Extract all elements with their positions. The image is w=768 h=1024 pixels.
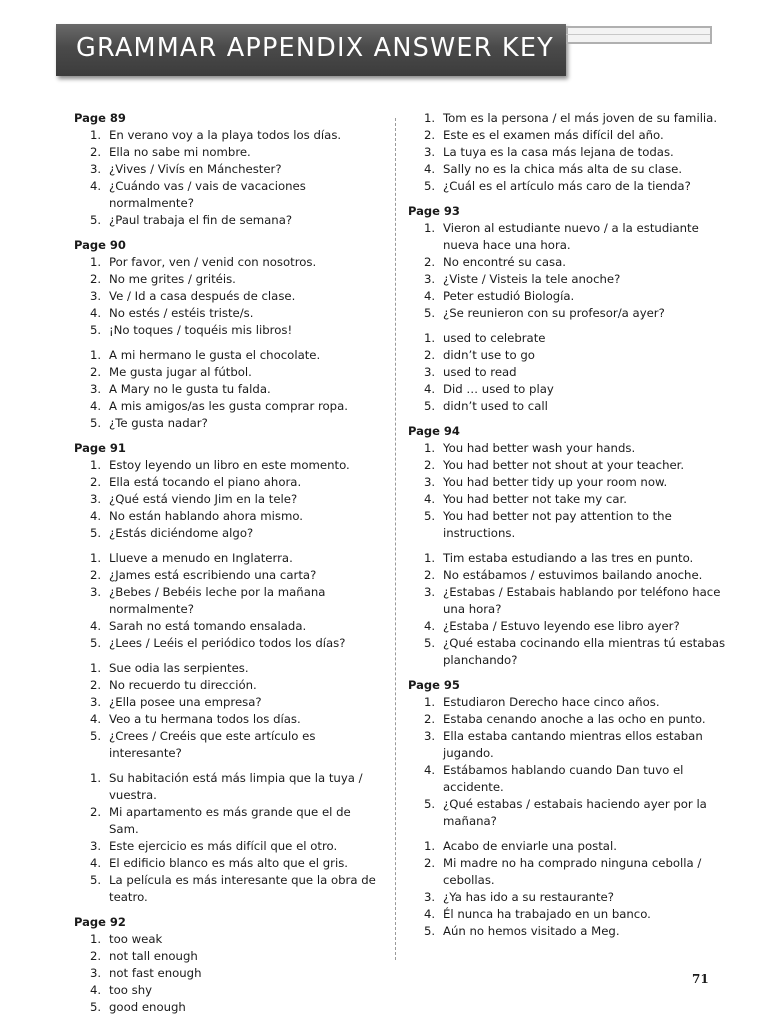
answer-item	[408, 635, 728, 669]
item-number: 5.	[90, 323, 102, 337]
answer-item	[408, 381, 728, 398]
answer-list	[408, 330, 728, 415]
item-number: 1.	[424, 695, 436, 709]
item-text: ¿Ella posee una empresa?	[109, 695, 262, 709]
answer-item	[74, 254, 384, 271]
answer-item	[74, 660, 384, 677]
answer-item	[74, 770, 384, 804]
answer-item	[74, 804, 384, 838]
answer-item	[408, 144, 728, 161]
answer-list	[74, 127, 384, 229]
item-text: Peter estudió Biología.	[443, 289, 575, 303]
item-number: 5.	[90, 213, 102, 227]
item-text: ¿Qué estabas / estabais haciendo ayer por la mañana?	[443, 797, 707, 828]
item-text: Mi madre no ha comprado ninguna cebolla / cebollas.	[443, 856, 702, 887]
item-number: 5.	[424, 797, 436, 811]
item-number: 1.	[424, 441, 436, 455]
item-number: 3.	[424, 272, 436, 286]
answer-item	[408, 110, 728, 127]
item-number: 4.	[90, 712, 102, 726]
item-text: ¿Estaba / Estuvo leyendo ese libro ayer?	[443, 619, 680, 633]
item-number: 2.	[424, 458, 436, 472]
item-number: 5.	[90, 1000, 102, 1014]
item-text: Ella está tocando el piano ahora.	[109, 475, 302, 489]
item-number: 5.	[90, 873, 102, 887]
answer-item	[74, 677, 384, 694]
item-text: You had better tidy up your room now.	[443, 475, 668, 489]
item-text: En verano voy a la playa todos los días.	[109, 128, 342, 142]
item-number: 4.	[90, 619, 102, 633]
page-heading: Page 94	[408, 424, 460, 438]
item-text: Me gusta jugar al fútbol.	[109, 365, 252, 379]
page-heading: Page 92	[74, 915, 126, 929]
item-number: 1.	[90, 771, 102, 785]
item-number: 5.	[424, 179, 436, 193]
page-heading: Page 91	[74, 441, 126, 455]
item-text: Estaba cenando anoche a las ocho en punto.	[443, 712, 706, 726]
answer-item	[408, 550, 728, 567]
answer-item	[408, 796, 728, 830]
item-text: ¿Crees / Creéis que este artículo es interesante?	[109, 729, 316, 760]
item-number: 3.	[424, 475, 436, 489]
answer-item	[74, 288, 384, 305]
item-number: 2.	[90, 475, 102, 489]
item-number: 1.	[424, 111, 436, 125]
item-text: You had better wash your hands.	[443, 441, 636, 455]
item-number: 1.	[90, 932, 102, 946]
item-text: ¿Se reunieron con su profesor/a ayer?	[443, 306, 665, 320]
answer-item	[408, 220, 728, 254]
item-number: 2.	[424, 255, 436, 269]
answer-item	[74, 322, 384, 339]
item-number: 2.	[90, 145, 102, 159]
item-number: 4.	[424, 763, 436, 777]
answer-list	[74, 550, 384, 652]
item-number: 1.	[90, 348, 102, 362]
answer-item	[408, 161, 728, 178]
answer-item	[74, 347, 384, 364]
answer-item	[74, 144, 384, 161]
item-text: Sally no es la chica más alta de su clase.	[443, 162, 683, 176]
item-text: No me grites / gritéis.	[109, 272, 236, 286]
answer-item	[408, 254, 728, 271]
answer-item	[408, 288, 728, 305]
item-text: didn’t use to go	[443, 348, 535, 362]
item-text: El edificio blanco es más alto que el gris.	[109, 856, 348, 870]
item-number: 4.	[424, 492, 436, 506]
page-heading: Page 93	[408, 204, 460, 218]
right-column	[408, 110, 728, 948]
item-number: 5.	[90, 729, 102, 743]
item-number: 2.	[90, 365, 102, 379]
item-number: 4.	[90, 983, 102, 997]
item-text: Por favor, ven / venid con nosotros.	[109, 255, 317, 269]
answer-item	[408, 508, 728, 542]
item-text: ¿Te gusta nadar?	[109, 416, 208, 430]
answer-item	[74, 271, 384, 288]
item-text: Estoy leyendo un libro en este momento.	[109, 458, 350, 472]
item-text: ¿Lees / Leéis el periódico todos los días?	[109, 636, 346, 650]
page-number: 71	[692, 972, 709, 986]
item-number: 3.	[90, 839, 102, 853]
item-text: ¿Paul trabaja el fin de semana?	[109, 213, 293, 227]
item-number: 5.	[424, 399, 436, 413]
answer-item	[408, 474, 728, 491]
answer-list	[408, 220, 728, 322]
item-number: 4.	[90, 509, 102, 523]
answer-item	[74, 999, 384, 1016]
item-text: ¿Estás diciéndome algo?	[109, 526, 254, 540]
item-text: No están hablando ahora mismo.	[109, 509, 304, 523]
item-text: too weak	[109, 932, 163, 946]
item-text: No estés / estéis triste/s.	[109, 306, 254, 320]
item-number: 3.	[90, 585, 102, 599]
header-rule-line	[566, 34, 710, 35]
item-number: 4.	[90, 856, 102, 870]
answer-list	[408, 440, 728, 542]
answer-item	[74, 161, 384, 178]
item-text: Veo a tu hermana todos los días.	[109, 712, 301, 726]
answer-item	[74, 364, 384, 381]
answer-item	[408, 906, 728, 923]
item-number: 2.	[424, 856, 436, 870]
item-text: A Mary no le gusta tu falda.	[109, 382, 271, 396]
answer-list	[74, 254, 384, 339]
answer-item	[408, 855, 728, 889]
answer-item	[74, 491, 384, 508]
answer-item	[408, 711, 728, 728]
item-number: 4.	[424, 619, 436, 633]
item-text: Sue odia las serpientes.	[109, 661, 249, 675]
item-text: ¿Cuándo vas / vais de vacaciones normalmente?	[109, 179, 306, 210]
answer-item	[74, 525, 384, 542]
answer-item	[408, 728, 728, 762]
item-text: ¿Bebes / Bebéis leche por la mañana normalmente?	[109, 585, 326, 616]
item-text: ¿Qué está viendo Jim en la tele?	[109, 492, 298, 506]
item-number: 4.	[424, 289, 436, 303]
item-text: No estábamos / estuvimos bailando anoche.	[443, 568, 703, 582]
item-text: ¿Vives / Vivís en Mánchester?	[109, 162, 282, 176]
answer-item	[74, 965, 384, 982]
item-text: not fast enough	[109, 966, 202, 980]
answer-item	[74, 635, 384, 652]
answer-list	[408, 694, 728, 830]
item-text: good enough	[109, 1000, 186, 1014]
answer-list	[74, 457, 384, 542]
item-text: No recuerdo tu dirección.	[109, 678, 257, 692]
answer-item	[408, 618, 728, 635]
item-text: Tom es la persona / el más joven de su familia.	[443, 111, 718, 125]
page-title: GRAMMAR APPENDIX ANSWER KEY	[76, 33, 554, 63]
answer-item	[74, 398, 384, 415]
answer-item	[408, 364, 728, 381]
item-number: 1.	[424, 221, 436, 235]
item-text: ¿Qué estaba cocinando ella mientras tú estabas planchando?	[443, 636, 726, 667]
answer-item	[408, 440, 728, 457]
answer-item	[408, 889, 728, 906]
answer-item	[408, 305, 728, 322]
answer-item	[408, 923, 728, 940]
item-number: 1.	[90, 551, 102, 565]
answer-item	[408, 178, 728, 195]
item-text: Ella estaba cantando mientras ellos estaban jugando.	[443, 729, 703, 760]
answer-list	[408, 550, 728, 669]
item-text: too shy	[109, 983, 153, 997]
item-number: 5.	[424, 306, 436, 320]
item-text: Did … used to play	[443, 382, 554, 396]
item-text: ¿Estabas / Estabais hablando por teléfono hace una hora?	[443, 585, 721, 616]
answer-item	[74, 694, 384, 711]
answer-item	[408, 330, 728, 347]
answer-item	[408, 694, 728, 711]
item-text: A mis amigos/as les gusta comprar ropa.	[109, 399, 348, 413]
answer-list	[74, 931, 384, 1016]
item-number: 1.	[90, 128, 102, 142]
item-text: didn’t used to call	[443, 399, 548, 413]
item-number: 2.	[424, 348, 436, 362]
item-text: Llueve a menudo en Inglaterra.	[109, 551, 293, 565]
answer-item	[74, 381, 384, 398]
item-text: La película es más interesante que la obra de teatro.	[109, 873, 376, 904]
item-text: Ella no sabe mi nombre.	[109, 145, 251, 159]
item-number: 5.	[90, 636, 102, 650]
item-number: 4.	[424, 907, 436, 921]
answer-item	[408, 398, 728, 415]
item-text: ¿Ya has ido a su restaurante?	[443, 890, 614, 904]
item-text: not tall enough	[109, 949, 198, 963]
item-text: You had better not shout at your teacher.	[443, 458, 685, 472]
answer-item	[408, 457, 728, 474]
page-heading: Page 90	[74, 238, 126, 252]
answer-item	[74, 728, 384, 762]
item-number: 5.	[424, 924, 436, 938]
answer-list	[408, 838, 728, 940]
page-heading: Page 89	[74, 111, 126, 125]
answer-list	[408, 110, 728, 195]
item-text: Estábamos hablando cuando Dan tuvo el accidente.	[443, 763, 684, 794]
answer-item	[74, 982, 384, 999]
item-text: Aún no hemos visitado a Meg.	[443, 924, 620, 938]
item-text: ¡No toques / toquéis mis libros!	[109, 323, 293, 337]
item-number: 3.	[424, 145, 436, 159]
item-number: 2.	[424, 712, 436, 726]
page-heading: Page 95	[408, 678, 460, 692]
answer-item	[74, 178, 384, 212]
item-number: 3.	[90, 382, 102, 396]
item-text: You had better not pay attention to the instructions.	[443, 509, 672, 540]
item-text: Ve / Id a casa después de clase.	[109, 289, 296, 303]
item-text: Él nunca ha trabajado en un banco.	[443, 907, 651, 921]
item-text: ¿Cuál es el artículo más caro de la tienda?	[443, 179, 691, 193]
item-number: 3.	[424, 365, 436, 379]
answer-item	[74, 550, 384, 567]
item-number: 2.	[90, 949, 102, 963]
answer-item	[408, 491, 728, 508]
item-number: 2.	[424, 128, 436, 142]
item-number: 5.	[424, 509, 436, 523]
item-number: 3.	[90, 289, 102, 303]
answer-item	[74, 838, 384, 855]
answer-item	[74, 474, 384, 491]
item-number: 2.	[90, 568, 102, 582]
answer-item	[408, 127, 728, 144]
item-number: 3.	[90, 162, 102, 176]
item-number: 3.	[424, 729, 436, 743]
item-number: 4.	[90, 179, 102, 193]
item-number: 3.	[424, 585, 436, 599]
item-text: Este es el examen más difícil del año.	[443, 128, 664, 142]
item-number: 1.	[424, 331, 436, 345]
item-number: 5.	[90, 526, 102, 540]
item-number: 3.	[90, 966, 102, 980]
answer-item	[74, 127, 384, 144]
item-text: No encontré su casa.	[443, 255, 566, 269]
answer-list	[74, 770, 384, 906]
item-number: 3.	[424, 890, 436, 904]
answer-item	[408, 567, 728, 584]
answer-list	[74, 660, 384, 762]
answer-item	[74, 711, 384, 728]
answer-item	[408, 762, 728, 796]
item-number: 2.	[90, 805, 102, 819]
answer-item	[74, 567, 384, 584]
item-number: 4.	[424, 382, 436, 396]
item-number: 4.	[90, 306, 102, 320]
item-text: Mi apartamento es más grande que el de Sam.	[109, 805, 351, 836]
item-text: Estudiaron Derecho hace cinco años.	[443, 695, 660, 709]
item-text: used to read	[443, 365, 517, 379]
header-rule-box	[566, 26, 712, 44]
item-number: 1.	[424, 839, 436, 853]
answer-list	[74, 347, 384, 432]
answer-item	[408, 584, 728, 618]
item-number: 1.	[90, 661, 102, 675]
item-text: Acabo de enviarle una postal.	[443, 839, 617, 853]
answer-item	[74, 305, 384, 322]
answer-item	[74, 872, 384, 906]
item-text: La tuya es la casa más lejana de todas.	[443, 145, 674, 159]
answer-item	[74, 457, 384, 474]
item-number: 3.	[90, 695, 102, 709]
left-column	[74, 110, 384, 1024]
answer-item	[74, 415, 384, 432]
item-text: A mi hermano le gusta el chocolate.	[109, 348, 321, 362]
answer-item	[408, 347, 728, 364]
answer-item	[74, 508, 384, 525]
item-number: 2.	[90, 678, 102, 692]
item-number: 4.	[90, 399, 102, 413]
item-text: Este ejercicio es más difícil que el otro.	[109, 839, 338, 853]
item-text: used to celebrate	[443, 331, 546, 345]
item-text: You had better not take my car.	[443, 492, 627, 506]
item-text: ¿Viste / Visteis la tele anoche?	[443, 272, 621, 286]
item-number: 5.	[424, 636, 436, 650]
item-number: 1.	[90, 255, 102, 269]
answer-item	[74, 948, 384, 965]
item-text: Sarah no está tomando ensalada.	[109, 619, 307, 633]
item-number: 1.	[90, 458, 102, 472]
answer-item	[74, 212, 384, 229]
item-number: 3.	[90, 492, 102, 506]
item-number: 4.	[424, 162, 436, 176]
item-text: Tim estaba estudiando a las tres en punto.	[443, 551, 694, 565]
item-number: 1.	[424, 551, 436, 565]
item-number: 5.	[90, 416, 102, 430]
answer-item	[74, 855, 384, 872]
item-text: Vieron al estudiante nuevo / a la estudiante nueva hace una hora.	[443, 221, 699, 252]
answer-item	[74, 618, 384, 635]
item-text: ¿James está escribiendo una carta?	[109, 568, 317, 582]
column-divider	[395, 118, 396, 960]
item-number: 2.	[424, 568, 436, 582]
answer-item	[74, 931, 384, 948]
item-number: 2.	[90, 272, 102, 286]
answer-item	[408, 271, 728, 288]
answer-item	[74, 584, 384, 618]
answer-item	[408, 838, 728, 855]
item-text: Su habitación está más limpia que la tuya / vuestra.	[109, 771, 363, 802]
